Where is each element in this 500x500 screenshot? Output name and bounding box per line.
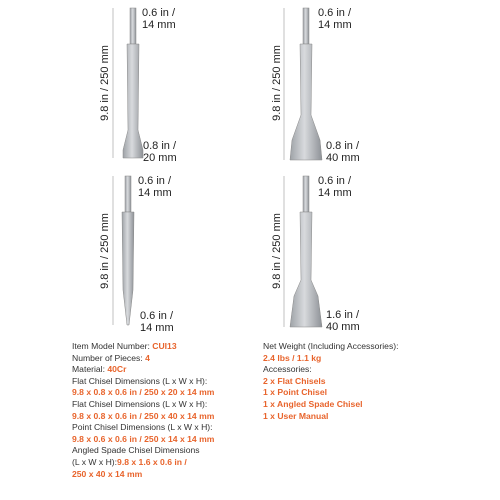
accessory-item: 1 x Point Chisel [263,387,327,398]
specs-left [72,341,214,480]
accessory-item: 1 x Angled Spade Chisel [263,398,363,409]
chisel-1-tip-width: 0.8 in / 20 mm [143,140,177,164]
chisel-2-length: 9.8 in / 250 mm [271,45,283,121]
flat-chisel-2-label: Flat Chisel Dimensions (L x W x H): [72,398,208,409]
point-chisel-value: 9.8 x 0.6 x 0.6 in / 250 x 14 x 14 mm [72,433,215,444]
flat-chisel-2-value: 9.8 x 0.8 x 0.6 in / 250 x 40 x 14 mm [72,410,215,421]
angled-spade-chisel [284,176,322,327]
accessory-item: 1 x User Manual [263,410,329,421]
chisel-1-top-width: 0.6 in / 14 mm [142,7,176,31]
chisel-2-tip-width: 0.8 in / 40 mm [326,140,360,164]
point-chisel [113,176,134,325]
angled-chisel-value-mm: 250 x 40 x 14 mm [72,468,143,479]
angled-chisel-label: Angled Spade Chisel Dimensions [72,445,200,456]
chisel-4-top-width: 0.6 in / 14 mm [318,175,352,199]
chisel-3-top-width: 0.6 in / 14 mm [138,175,172,199]
chisel-3-tip-width: 0.6 in / 14 mm [140,310,174,334]
chisel-4-tip-width: 1.6 in / 40 mm [326,309,360,333]
point-chisel-label: Point Chisel Dimensions (L x W x H): [72,422,213,433]
flat-chisel-1-value: 9.8 x 0.8 x 0.6 in / 250 x 20 x 14 mm [72,387,215,398]
net-weight-label: Net Weight (Including Accessories): [263,341,399,351]
material: Material: 40Cr [72,364,127,375]
flat-chisel-1-label: Flat Chisel Dimensions (L x W x H): [72,375,208,386]
flat-chisel-20mm [113,8,143,158]
chisel-3-length: 9.8 in / 250 mm [99,213,111,289]
number-of-pieces: Number of Pieces: 4 [72,352,150,363]
specs-right [263,341,399,422]
accessory-item: 2 x Flat Chisels [263,375,326,386]
chisel-2-top-width: 0.6 in / 14 mm [318,7,352,31]
model-number: Item Model Number: CUI13 [72,341,177,351]
chisel-4-length: 9.8 in / 250 mm [271,213,283,289]
net-weight-value: 2.4 lbs / 1.1 kg [263,352,322,363]
chisel-1-length: 9.8 in / 250 mm [99,45,111,121]
angled-chisel-value: (L x W x H):9.8 x 1.6 x 0.6 in / [72,456,187,467]
flat-chisel-40mm [284,8,322,160]
accessories-label: Accessories: [263,364,312,375]
